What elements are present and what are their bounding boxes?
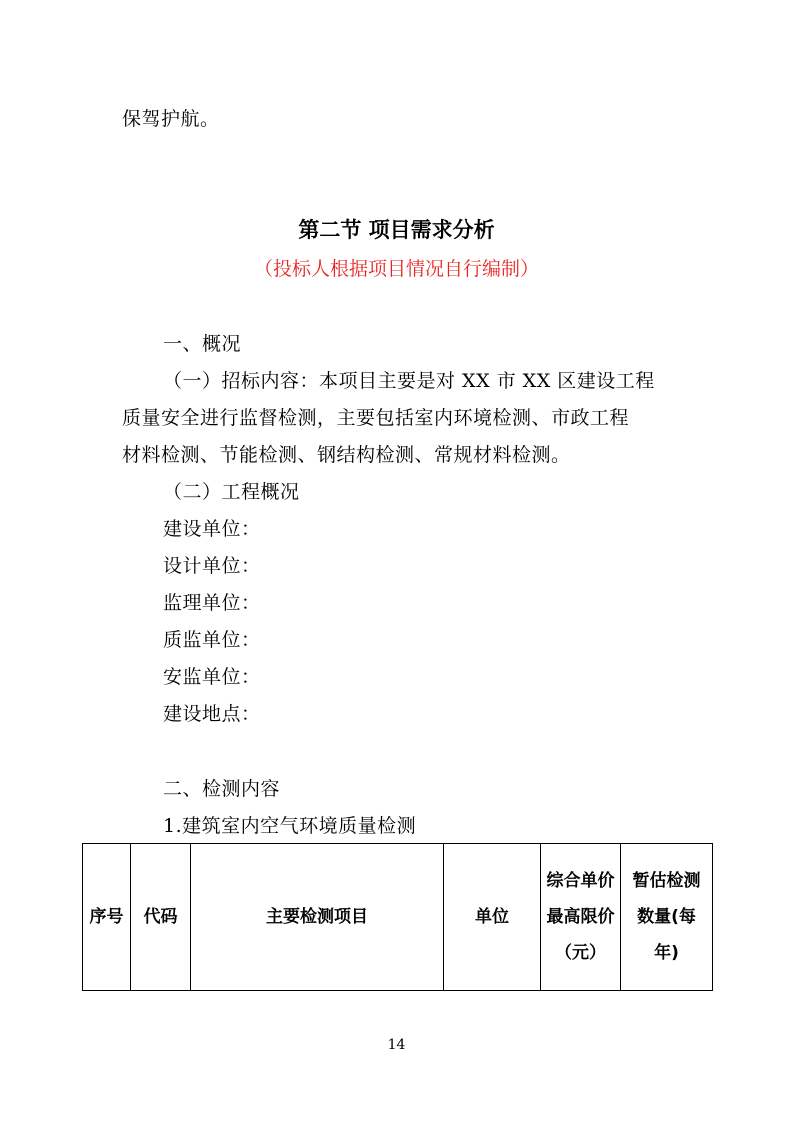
scope-line-3: 材料检测、节能检测、钢结构检测、常规材料检测。 (122, 444, 571, 466)
scope-line-2: 质量安全进行监督检测，主要包括室内环境检测、市政工程 (122, 407, 630, 429)
section-note: （投标人根据项目情况自行编制） (253, 258, 539, 280)
field-safety-unit: 安监单位： (163, 666, 261, 688)
field-location: 建设地点： (163, 703, 261, 725)
table-header-row (83, 844, 713, 991)
field-construction-unit: 建设单位： (163, 518, 261, 540)
col-header-unit: 单位 (444, 844, 541, 991)
col-header-items: 主要检测项目 (191, 844, 444, 991)
testing-subheading: 1.建筑室内空气环境质量检测 (163, 815, 417, 837)
section-title: 第二节 项目需求分析 (298, 218, 495, 242)
intro-fragment: 保驾护航。 (122, 108, 220, 130)
col-header-max-price: 综合单价最高限价（元） (541, 844, 621, 991)
field-design-unit: 设计单位： (163, 555, 261, 577)
overview-heading: 一、概况 (163, 333, 242, 355)
col-header-index: 序号 (83, 844, 131, 991)
col-header-code: 代码 (131, 844, 191, 991)
scope-line-1: （一）招标内容：本项目主要是对 XX 市 XX 区建设工程 (163, 370, 655, 392)
testing-heading: 二、检测内容 (163, 778, 281, 800)
field-supervision-unit: 监理单位： (163, 592, 261, 614)
field-quality-unit: 质监单位： (163, 629, 261, 651)
project-heading: （二）工程概况 (163, 481, 300, 503)
col-header-quantity: 暂估检测数量(每年) (621, 844, 713, 991)
page-number: 14 (387, 1037, 406, 1053)
testing-table (82, 843, 713, 991)
